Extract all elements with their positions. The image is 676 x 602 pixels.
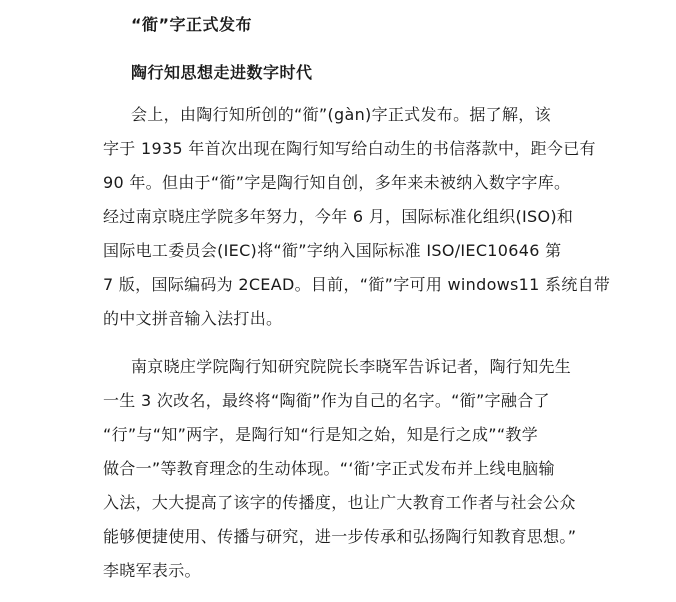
paragraph-line: 的中文拼音输入法打出。 <box>103 309 283 328</box>
paragraph-line: 字于 1935 年首次出现在陶行知写给白动生的书信落款中，距今已有 <box>103 139 596 158</box>
paragraph-line: 李晓军表示。 <box>103 561 201 580</box>
paragraph-line: 经过南京晓庄学院多年努力，今年 6 月，国际标准化组织(ISO)和 <box>103 207 574 226</box>
paragraph-line: 90 年。但由于“衜”字是陶行知自创，多年来未被纳入数字字库。 <box>103 173 571 192</box>
paragraph-line: 入法，大大提高了该字的传播度，也让广大教育工作者与社会公众 <box>103 493 576 512</box>
paragraph-line: “行”与“知”两字，是陶行知“行是知之始，知是行之成”“教学 <box>103 425 539 444</box>
paragraph-line: 国际电工委员会(IEC)将“衜”字纳入国际标准 ISO/IEC10646 第 <box>103 241 562 260</box>
paragraph-line: 7 版，国际编码为 2CEAD。目前，“衜”字可用 windows11 系统自带 <box>103 275 611 294</box>
paragraph-line: 会上，由陶行知所创的“衜”(gàn)字正式发布。据了解，该 <box>131 105 551 124</box>
article-title: “衜”字正式发布 <box>131 15 253 34</box>
paragraph-line: 一生 3 次改名，最终将“陶衜”作为自己的名字。“衜”字融合了 <box>103 391 550 410</box>
paragraph-line: 南京晓庄学院陶行知研究院院长李晓军告诉记者，陶行知先生 <box>131 357 572 376</box>
paragraph-line: 做合一”等教育理念的生动体现。“‘衜’字正式发布并上线电脑输 <box>103 459 555 478</box>
paragraph-line: 能够便捷使用、传播与研究，进一步传承和弘扬陶行知教育思想。” <box>103 527 577 546</box>
article-subtitle: 陶行知思想走进数字时代 <box>131 63 313 82</box>
